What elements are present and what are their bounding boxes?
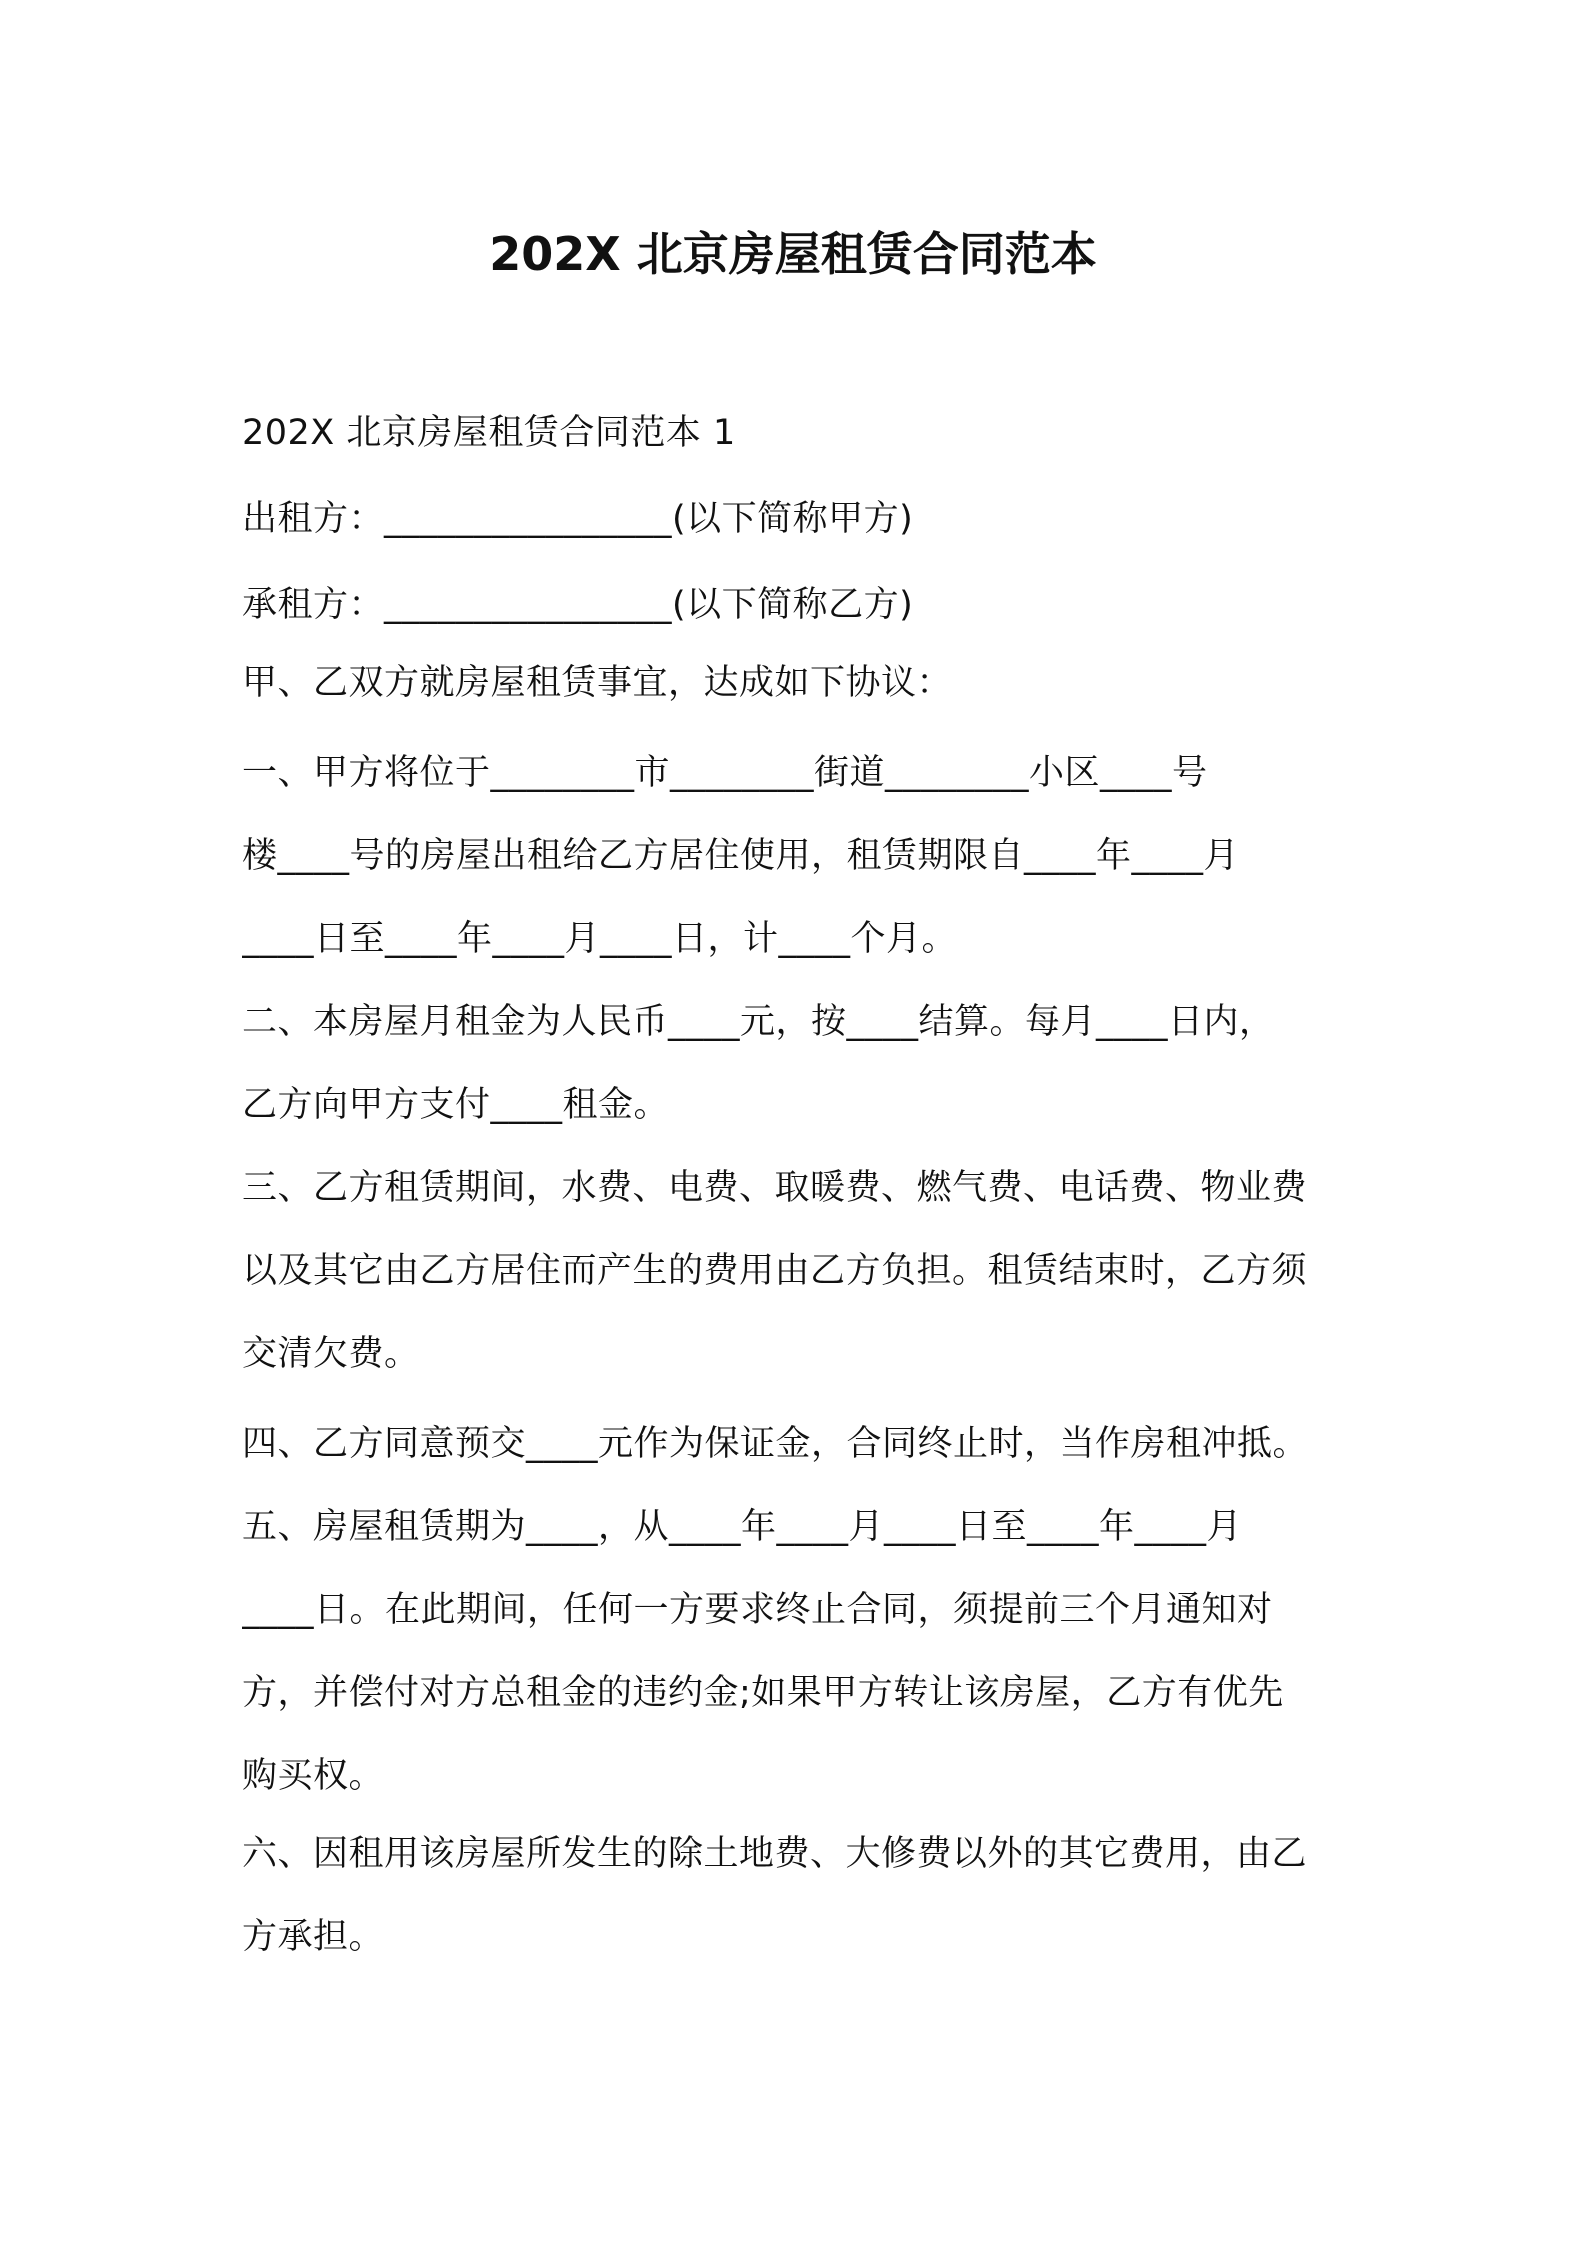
clause-5	[242, 1506, 1362, 1797]
clause-line: 购买权。	[242, 1756, 385, 1796]
clause-6	[242, 1833, 1362, 1958]
document-body	[242, 412, 1362, 1958]
document-title: 202X 北京房屋租赁合同范本	[489, 227, 1097, 281]
clause-line: 一、甲方将位于________市________街道________小区____号	[242, 753, 1208, 793]
agreement-intro: 甲、乙双方就房屋租赁事宜，达成如下协议：	[242, 663, 953, 703]
clause-1	[242, 752, 1362, 960]
lessee-line: 承租方：________________(以下简称乙方)	[242, 585, 914, 625]
clause-line: 六、因租用该房屋所发生的除土地费、大修费以外的其它费用，由乙	[242, 1834, 1308, 1874]
clause-line: 方，并偿付对方总租金的违约金;如果甲方转让该房屋，乙方有优先	[242, 1673, 1284, 1713]
clause-line: 三、乙方租赁期间，水费、电费、取暖费、燃气费、电话费、物业费	[242, 1168, 1308, 1208]
contract-subtitle: 202X 北京房屋租赁合同范本 1	[242, 413, 736, 453]
clause-4	[242, 1423, 1362, 1465]
clause-line: ____日。在此期间，任何一方要求终止合同，须提前三个月通知对	[242, 1590, 1273, 1630]
clause-3	[242, 1167, 1362, 1375]
clause-line: 乙方向甲方支付____租金。	[242, 1085, 670, 1125]
lessor-line: 出租方：________________(以下简称甲方)	[242, 499, 914, 539]
clause-line: 四、乙方同意预交____元作为保证金，合同终止时，当作房租冲抵。	[242, 1424, 1309, 1464]
clause-2	[242, 1001, 1362, 1126]
clause-line: 方承担。	[242, 1917, 385, 1957]
clause-line: 以及其它由乙方居住而产生的费用由乙方负担。租赁结束时，乙方须	[242, 1251, 1308, 1291]
clause-line: 楼____号的房屋出租给乙方居住使用，租赁期限自____年____月	[242, 836, 1240, 876]
clause-line: 交清欠费。	[242, 1334, 420, 1374]
clause-line: 五、房屋租赁期为____，从____年____月____日至____年____月	[242, 1507, 1243, 1547]
clause-line: 二、本房屋月租金为人民币____元，按____结算。每月____日内，	[242, 1002, 1275, 1042]
clause-line: ____日至____年____月____日，计____个月。	[242, 919, 958, 959]
